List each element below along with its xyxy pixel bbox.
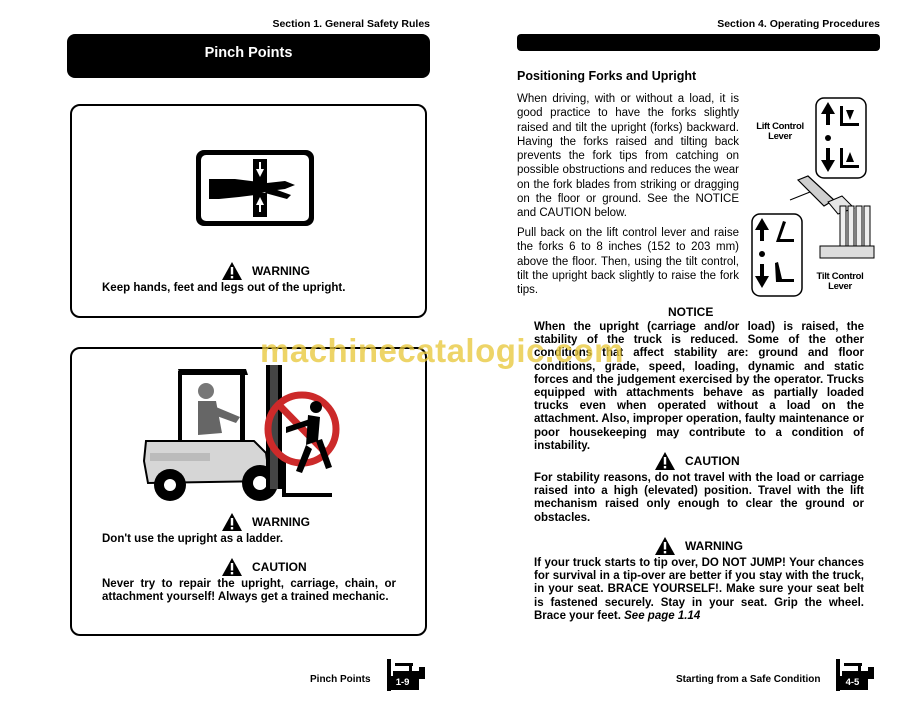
warning-heading [222,262,310,280]
footer-label: Starting from a Safe Condition [676,674,821,685]
caution-heading [222,558,307,576]
page-reference-link[interactable]: See page 1.14 [624,609,701,622]
warning-text: Keep hands, feet and legs out of the upright. [102,282,346,294]
caution-label: CAUTION [685,454,740,468]
warning-label: WARNING [685,539,743,553]
control-lever-diagram [750,96,878,300]
header-bar [517,34,880,51]
warning-triangle-icon [655,537,675,555]
warning-text [534,557,864,623]
page-number-tab [830,657,876,693]
tilt-control-label: Tilt Control Lever [816,271,864,292]
footer-label: Pinch Points [310,674,371,685]
warning-triangle-icon [222,513,242,531]
warning-label: WARNING [252,264,310,278]
warning-box-hands [70,104,427,318]
warning-box-ladder [70,347,427,636]
lift-control-label: Lift Control Lever [756,121,804,142]
warning-heading [655,537,743,555]
forklift-ladder-illustration [136,361,346,503]
caution-heading [655,452,740,470]
caution-text: Never try to repair the upright, carriage, chain, or attachment yourself! Always get a trained mechanic. [102,578,396,603]
warning-body: If your truck starts to tip over, DO NOT JUMP! Your chances for survival in a tip-over are better if you stay with the truck, in your seat. BRACE YOURSELF!. Make sure your seat belt is fastened securely. Stay in your seat. Grip the wheel. Brace your feet. [534,557,864,622]
page-number: 4-5 [836,676,868,690]
paragraph-1: When driving, with or without a load, it is good practice to have the forks slightly raised and tilt the upright (forks) backward. Having the forks raised and tilting back prevents the fork tips from catching on possible obstructions and reduces the wear on the fork blades from striking or dragging on the floor or ground. See the NOTICE and CAUTION below. [517,93,739,220]
warning-text: Don't use the upright as a ladder. [102,533,284,545]
page-footer [676,655,876,693]
caution-label: CAUTION [252,560,307,574]
warning-triangle-icon [655,452,675,470]
paragraph-2: Pull back on the lift control lever and raise the forks 6 to 8 inches (152 to 203 mm) above the floor. Then, using the tilt control, tilt the upright back slightly to raise the fork tips. [517,227,739,297]
section-header: Section 1. General Safety Rules [272,18,430,30]
section-header: Section 4. Operating Procedures [717,18,880,30]
caution-text: For stability reasons, do not travel with the load or carriage raised into a high (elevated) position. Travel with the lift mechanism raised only enough to clear the ground or obstacles. [534,472,864,524]
watermark: machinecatalogic.com [260,332,624,369]
section-heading: Positioning Forks and Upright [517,69,697,83]
page-number: 1-9 [387,676,419,690]
pinch-hand-pictogram [195,149,315,227]
warning-triangle-icon [222,558,242,576]
page-title: Pinch Points [67,34,430,78]
warning-heading [222,513,310,531]
page-number-tab [381,657,427,693]
warning-label: WARNING [252,515,310,529]
notice-text: When the upright (carriage and/or load) is raised, the stability of the truck is reduced. Some of the other conditions that affect stability are: ground and floor conditions, grade, speed, loading, dynamic and static forces and the judgement exercised by the operator. Trucks equipped with attachments behave as partially loaded trucks even when operated without a load on the attachment. Also, improper operation, faulty maintenance or poor housekeeping may contribute to a condition of instability. [534,321,864,452]
page-footer [310,655,427,693]
notice-heading: NOTICE [668,305,714,319]
warning-triangle-icon [222,262,242,280]
